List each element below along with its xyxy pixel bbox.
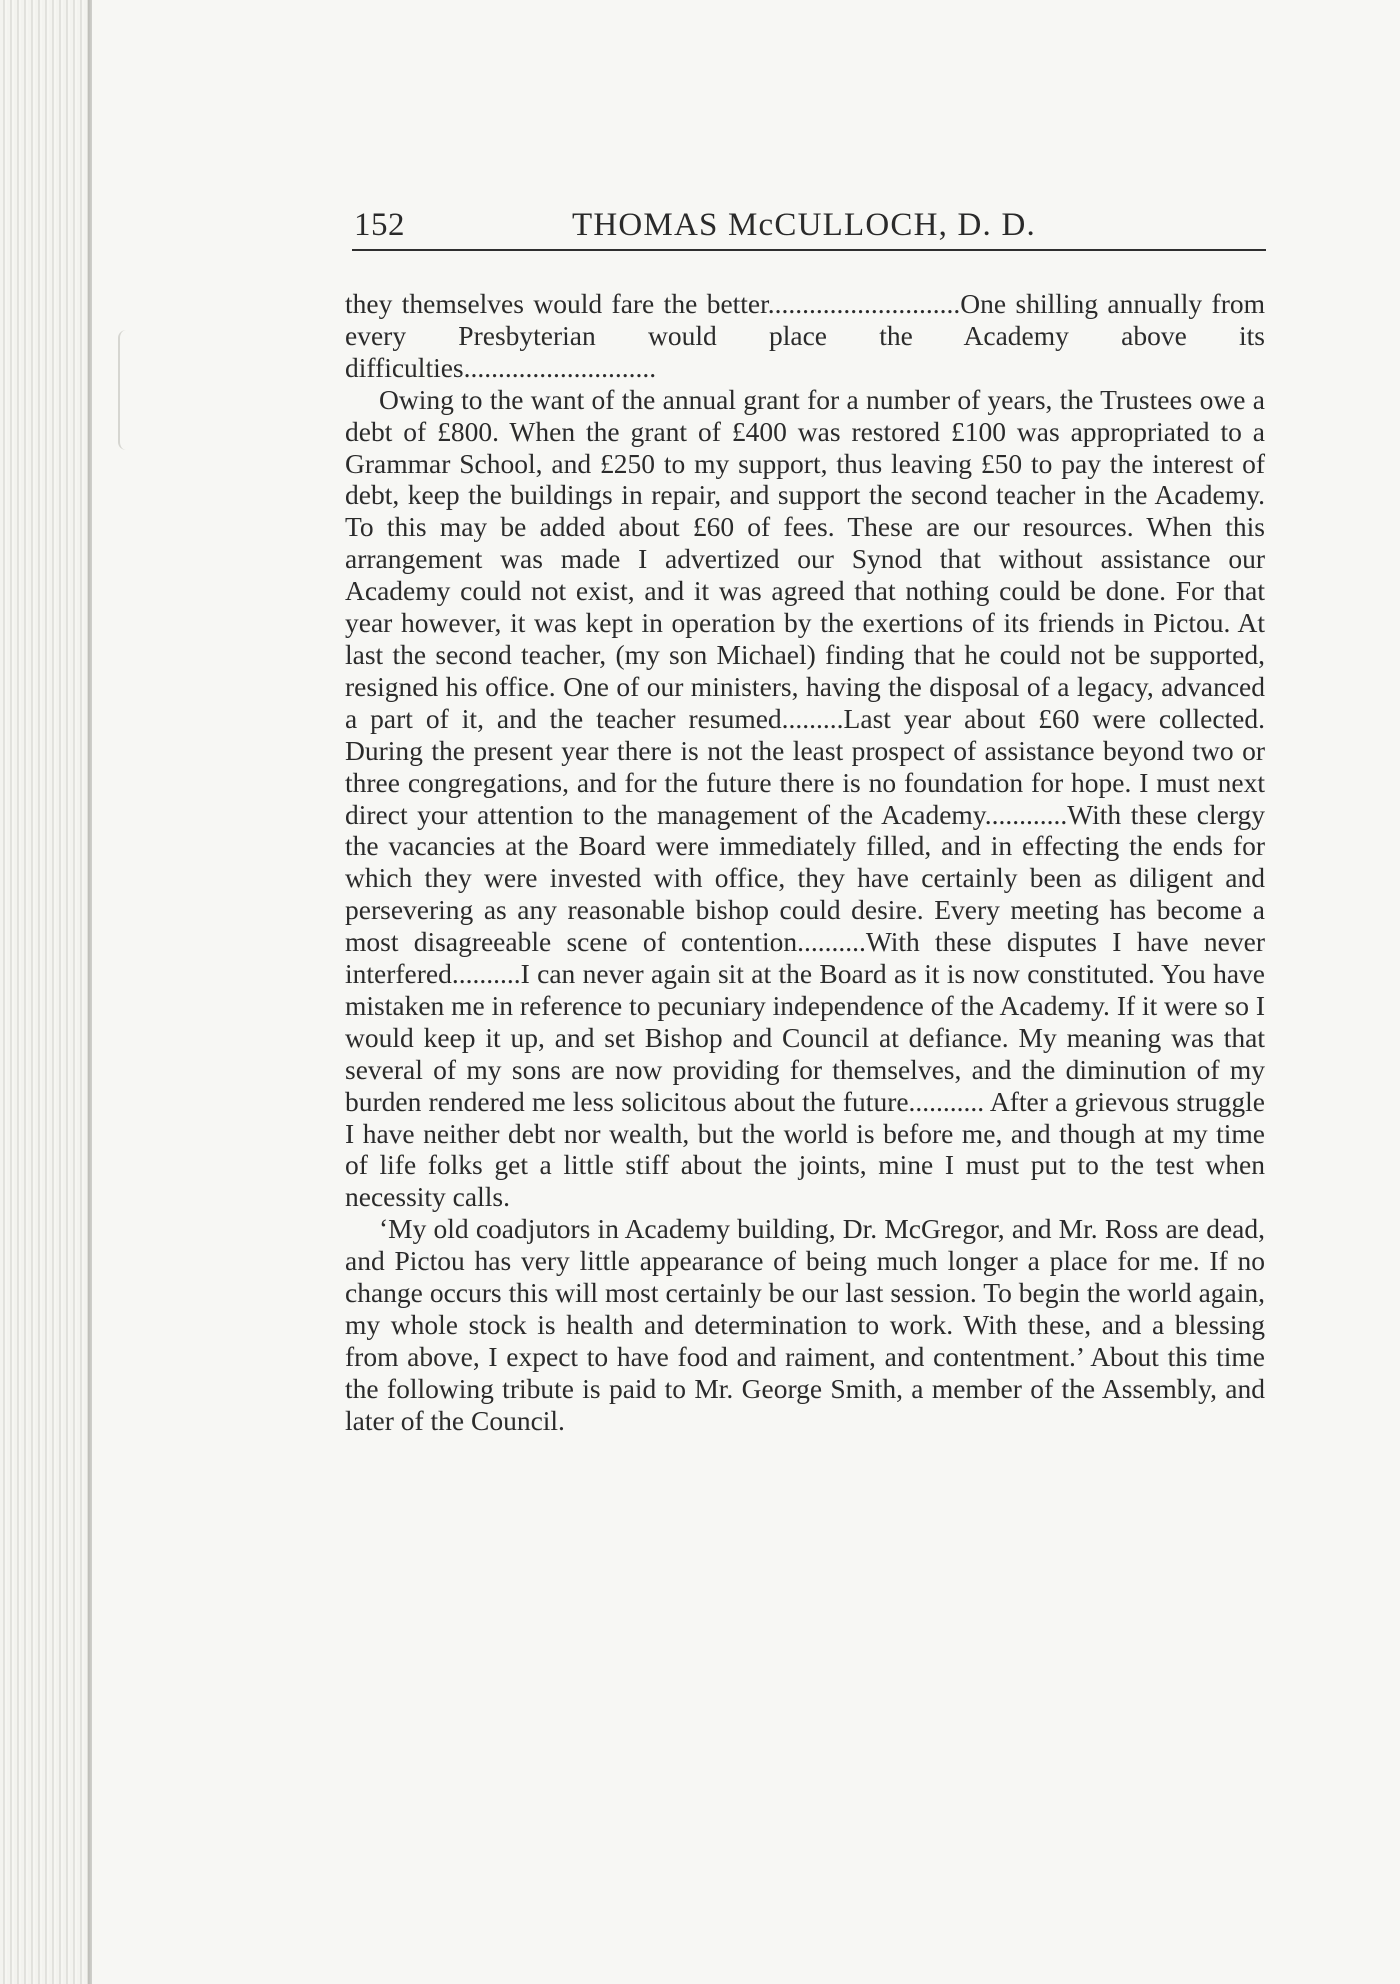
page-number: 152 bbox=[354, 207, 405, 243]
paragraph-letter: Owing to the want of the annual grant for a number of years, the Trustees owe a debt of £800. When the grant of £400 was restored £100 was appropriated to a Grammar School, and £250 to my support, thus leaving £50 to pay the interest of debt, keep the buildings in repair, and support the second teacher in the Academy. To this may be added about £60 of fees. These are our resources. When this arrangement was made I advertized our Synod that without assistance our Academy could not exist, and it was agreed that nothing could be done. For that year however, it was kept in operation by the exertions of its friends in Pictou. At last the second teacher, (my son Michael) finding that he could not be supported, resigned his office. One of our ministers, having the disposal of a legacy, advanced a part of it, and the teacher resumed.........Last year about £60 were collected. During the present year there is not the least prospect of assistance beyond two or three congregations, and for the future there is no foundation for hope. I must next direct your attention to the management of the Academy............With these clergy the vacancies at the Board were immediately filled, and in effecting the ends for which they were invested with office, they have certainly been as diligent and persevering as any reasonable bishop could desire. Every meeting has become a most disagreeable scene of contention..........With these disputes I have never interfered..........I can never again sit at the Board as it is now constituted. You have mistaken me in reference to pecuniary independence of the Academy. If it were so I would keep it up, and set Bishop and Council at defiance. My meaning was that several of my sons are now providing for themselves, and the diminution of my burden rendered me less solicitous about the future........... After a grievous struggle I have neither debt nor wealth, but the world is before me, and though at my time of life folks get a little stiff about the joints, mine I must put to the test when necessity calls. bbox=[345, 383, 1265, 1213]
book-page-edges bbox=[0, 0, 90, 1984]
running-head-title: THOMAS McCULLOCH, D. D. bbox=[572, 207, 1036, 243]
running-head bbox=[352, 203, 1266, 251]
paragraph-continuation: they themselves would fare the better............................One shilling annually from every Presbyterian would place the Academy above its difficulties............................ bbox=[345, 288, 1265, 383]
page-curl-mark bbox=[118, 330, 126, 450]
paragraph-closing: ‘My old coadjutors in Academy building, Dr. McGregor, and Mr. Ross are dead, and Pictou has very little appearance of being much longer a place for me. If no change occurs this will most certainly be our last session. To begin the world again, my whole stock is health and determination to work. With these, and a blessing from above, I expect to have food and raiment, and contentment.’ About this time the following tribute is paid to Mr. George Smith, a member of the Assembly, and later of the Council. bbox=[345, 1213, 1265, 1436]
body-text bbox=[345, 288, 1265, 1437]
